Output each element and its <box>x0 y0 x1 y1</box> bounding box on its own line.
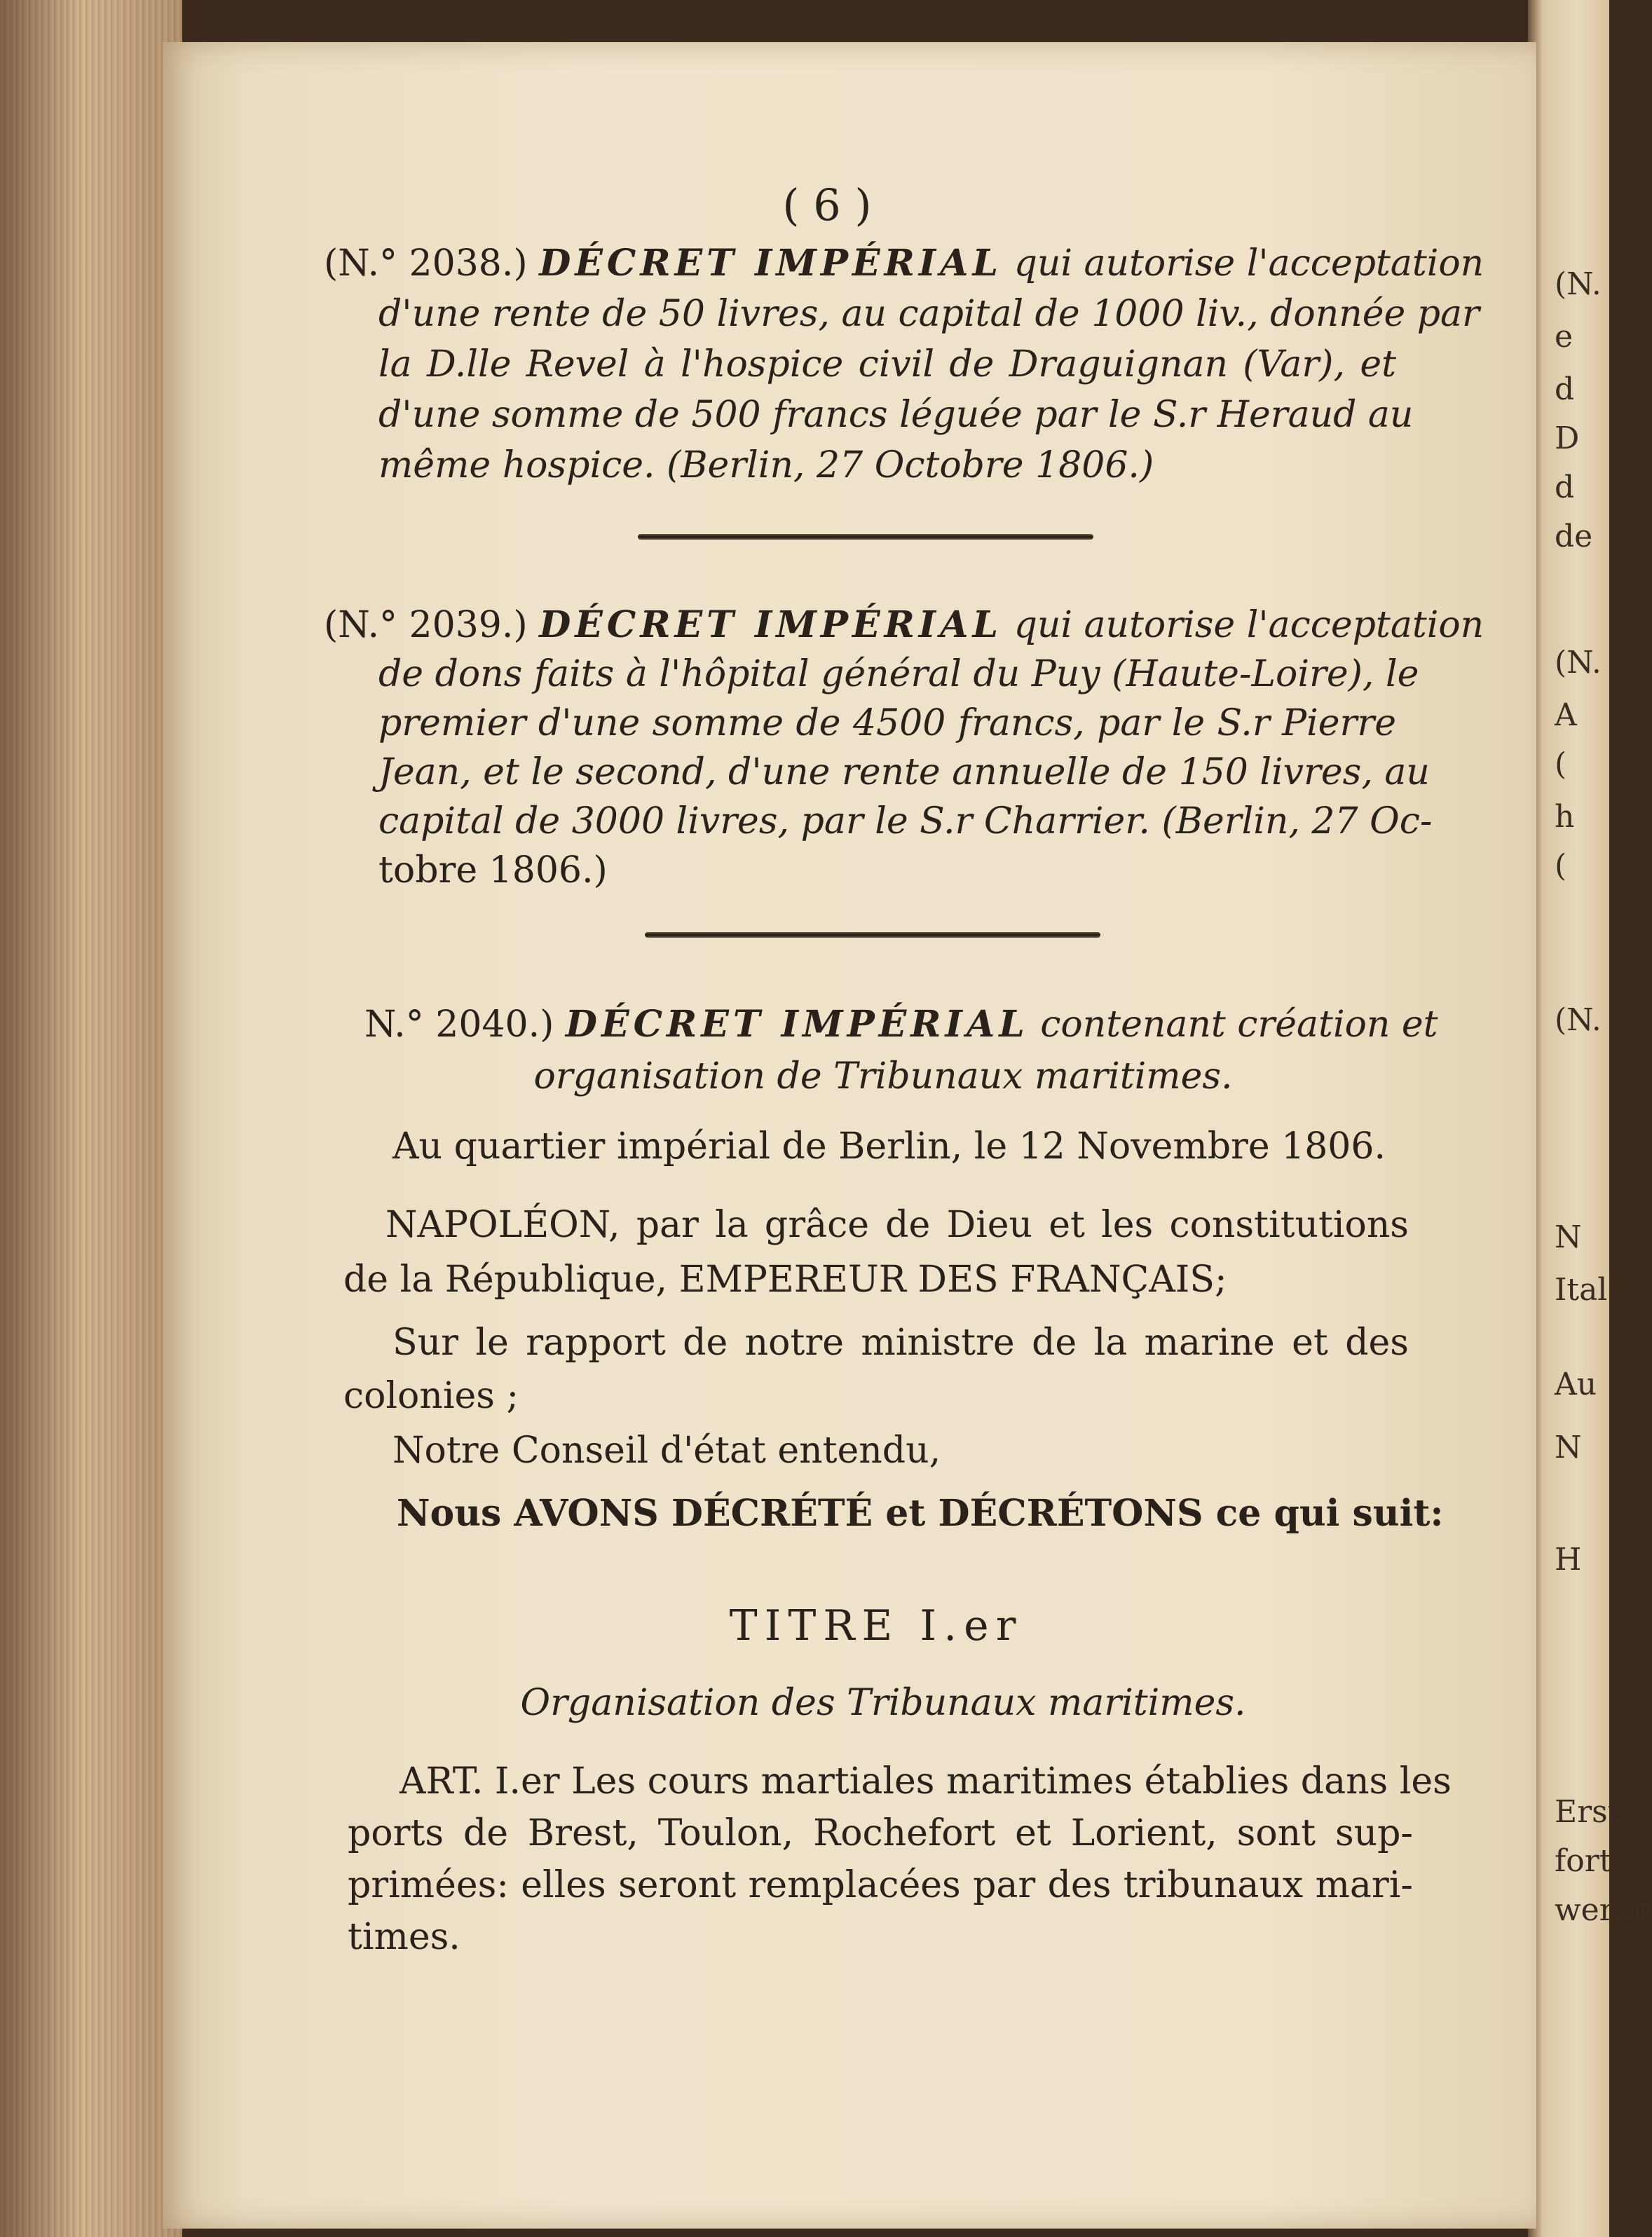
decree-title: DÉCRET IMPÉRIAL <box>539 603 1003 646</box>
decree-2038-line-4: d'une somme de 500 francs léguée par le S.r Heraud au <box>378 394 1414 436</box>
titre-heading: TITRE I.er <box>729 1601 1023 1650</box>
decree-2039-line-2: de dons faits à l'hôpital général du Puy (Haute-Loire), le <box>378 653 1419 695</box>
facing-fragment: e <box>1555 319 1574 355</box>
separator-rule <box>638 534 1093 540</box>
facing-fragment: N <box>1555 1219 1582 1255</box>
article-1-line-3: primées: elles seront remplacées par des tribunaux mari- <box>348 1864 1413 1906</box>
facing-fragment: de <box>1555 519 1593 554</box>
decree-2039-line-6: tobre 1806.) <box>378 849 608 891</box>
facing-fragment: H <box>1555 1542 1582 1578</box>
place-date: Au quartier impérial de Berlin, le 12 Novembre 1806. <box>392 1126 1386 1168</box>
decree-title: DÉCRET IMPÉRIAL <box>539 242 1003 285</box>
facing-fragment: ( <box>1555 746 1567 782</box>
book-page-edges <box>0 0 182 2237</box>
napoleon-line-2: de la République, EMPEREUR DES FRANÇAIS; <box>343 1259 1227 1301</box>
decree-2038-line-3: la D.lle Revel à l'hospice civil de Draguignan (Var), et <box>378 343 1396 385</box>
decree-title: DÉCRET IMPÉRIAL <box>565 1003 1029 1046</box>
decree-subject: qui autorise l'acceptation <box>1013 604 1484 646</box>
rapport-line-1: Sur le rapport de notre ministre de la marine et des <box>392 1322 1409 1364</box>
decree-2039-line-3: premier d'une somme de 4500 francs, par le S.r Pierre <box>378 702 1396 744</box>
facing-fragment: d <box>1555 470 1575 505</box>
facing-fragment: fort <box>1555 1843 1612 1879</box>
decree-2038-line-2: d'une rente de 50 livres, au capital de 1000 liv., donnée par <box>378 293 1480 335</box>
decree-2040-line-1 <box>364 1003 1438 1046</box>
facing-fragment: h <box>1555 799 1575 835</box>
decree-2038-line-5: même hospice. (Berlin, 27 Octobre 1806.) <box>378 444 1154 486</box>
decree-2039-line-4: Jean, et le second, d'une rente annuelle de 150 livres, au <box>378 751 1430 793</box>
decree-2040-line-2: organisation de Tribunaux maritimes. <box>533 1055 1233 1097</box>
decree-2039-line-5: capital de 3000 livres, par le S.r Charrier. (Berlin, 27 Oc- <box>378 800 1433 842</box>
titre-subheading: Organisation des Tribunaux maritimes. <box>520 1682 1246 1724</box>
facing-fragment: N <box>1555 1430 1582 1465</box>
rapport-line-2: colonies ; <box>343 1375 519 1417</box>
article-1-line-1: ART. I.er Les cours martiales maritimes établies dans les <box>400 1760 1452 1802</box>
facing-fragment: (N. <box>1555 266 1602 302</box>
conseil-line: Notre Conseil d'état entendu, <box>392 1430 941 1472</box>
decree-2038-line-1 <box>324 242 1484 285</box>
article-1-line-2: ports de Brest, Toulon, Rochefort et Lorient, sont sup- <box>348 1812 1413 1854</box>
facing-page-strip <box>1528 0 1652 2237</box>
decree-2039-line-1 <box>324 603 1484 646</box>
decree-number: (N.° 2039.) <box>324 604 528 646</box>
facing-fragment: Ital <box>1555 1272 1608 1308</box>
decree-number: (N.° 2038.) <box>324 242 528 285</box>
article-1-line-4: times. <box>348 1916 460 1958</box>
decretons-line: Nous AVONS DÉCRÉTÉ et DÉCRÉTONS ce qui suit: <box>397 1492 1444 1535</box>
facing-fragment: D <box>1555 420 1580 456</box>
facing-fragment: Erst <box>1555 1794 1620 1830</box>
facing-fragment: d <box>1555 371 1575 407</box>
facing-fragment: werde <box>1555 1892 1652 1928</box>
decree-subject: contenant création et <box>1040 1004 1438 1046</box>
facing-fragment: (N. <box>1555 645 1602 680</box>
decree-subject: qui autorise l'acceptation <box>1013 242 1484 285</box>
facing-fragment: A <box>1555 697 1577 733</box>
decree-number: N.° 2040.) <box>364 1004 554 1046</box>
separator-rule <box>645 932 1100 938</box>
page-number: ( 6 ) <box>782 179 872 231</box>
napoleon-line-1: NAPOLÉON, par la grâce de Dieu et les constitutions <box>385 1204 1409 1246</box>
facing-fragment: ( <box>1555 848 1567 884</box>
facing-fragment: (N. <box>1555 1002 1602 1038</box>
facing-fragment: Au <box>1555 1367 1597 1402</box>
